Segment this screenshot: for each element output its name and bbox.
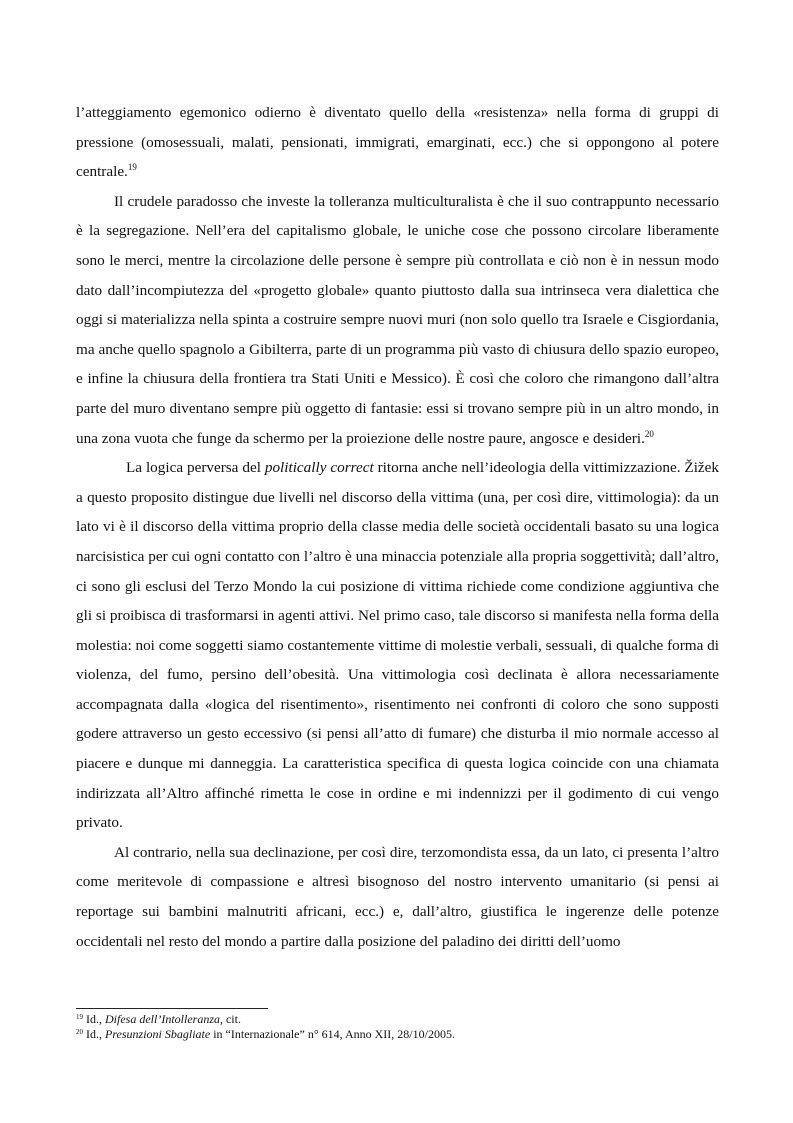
paragraph-3-italic-term: politically correct [264, 459, 374, 477]
footnote-ref-19: 19 [127, 162, 137, 173]
paragraph-2-text: Il crudele paradosso che investe la tolleranza multiculturalista è che il suo contrappunto necessario è la segregazione. Nell’era del capitalismo globale, le uniche cose che possono circolare liberamente sono le merci, mentre la circolazione delle persone è sempre più controllata e ciò non è in nessun modo dato dall’incompiutezza del «progetto globale» quanto piuttosto dalla sua intrinseca vera dialettica che oggi si materializza nella spinta a costruire sempre nuovi muri (non solo quello tra Israele e Cisgiordania, ma anche quello spagnolo a Gibilterra, parte di un programma più vasto di chiusura dello spazio europeo, e infine la chiusura della frontiera tra Stati Uniti e Messico). È così che coloro che rimangono dall’altra parte del muro diventano sempre più oggetto di fantasie: essi si trovano sempre più in un altro mondo, in una zona vuota che funge da schermo per la proiezione delle nostre paure, angosce e desideri. [76, 192, 719, 447]
paragraph-4 [76, 838, 719, 956]
footnote-number: 19 [76, 1013, 83, 1021]
body-text [76, 98, 719, 956]
footnote-separator [76, 1008, 268, 1009]
paragraph-3-text-start: La logica perversa del [126, 459, 265, 477]
footnote-title: Difesa dell’Intolleranza [105, 1012, 220, 1026]
paragraph-1-text: l’atteggiamento egemonico odierno è diventato quello della «resistenza» nella forma di gruppi di pressione (omosessuali, malati, pensionati, immigrati, emarginati, ecc.) che si oppongono al potere centrale. [76, 104, 719, 181]
paragraph-3 [76, 453, 719, 838]
footnote-20 [76, 1027, 719, 1042]
footnote-ref-20: 20 [644, 428, 654, 439]
footnotes [76, 1012, 719, 1042]
footnote-number: 20 [76, 1028, 83, 1036]
footnote-title: Presunzioni Sbagliate [105, 1027, 211, 1041]
footnote-text: Id., [86, 1012, 105, 1026]
paragraph-3-text-rest: ritorna anche nell’ideologia della vittimizzazione. Žižek a questo proposito distingue due livelli nel discorso della vittima (una, per così dire, vittimologia): da un lato vi è il discorso della vittima proprio della classe media delle società occidentali basato su una logica narcisistica per cui ogni contatto con l’altro è una minaccia potenziale alla propria soggettività; dall’altro, ci sono gli esclusi del Terzo Mondo la cui posizione di vittima richiede come condizione aggiuntiva che gli si proibisca di trasformarsi in agenti attivi. Nel primo caso, tale discorso si manifesta nella forma della molestia: noi come soggetti siamo costantemente vittime di molestie verbali, sessuali, di qualche forma di violenza, del fumo, persino dell’obesità. Una vittimologia così declinata è allora necessariamente accompagnata dalla «logica del risentimento», risentimento nei confronti di coloro che sono supposti godere attraverso un gesto eccessivo (si pensi all’atto di fumare) che disturba il mio normale accesso al piacere e dunque mi danneggia. La caratteristica specifica di questa logica coincide con una chiamata indirizzata all’Altro affinché rimetta le cose in ordine e mi indennizzi per il godimento di cui vengo privato. [76, 459, 720, 832]
paragraph-2 [76, 187, 719, 453]
footnote-text: in “Internazionale” n° 614, Anno XII, 28/10/2005. [210, 1027, 455, 1041]
paragraph-4-text: Al contrario, nella sua declinazione, per così dire, terzomondista essa, da un lato, ci presenta l’altro come meritevole di compassione e altresì bisognoso del nostro intervento umanitario (si pensi ai reportage sui bambini malnutriti africani, ecc.) e, dall’altro, giustifica le ingerenze delle potenze occidentali nel resto del mondo a partire dalla posizione del paladino dei diritti dell’uomo [76, 843, 719, 950]
footnote-19 [76, 1012, 719, 1027]
footnote-text: , cit. [219, 1012, 241, 1026]
paragraph-1 [76, 98, 719, 187]
footnote-text: Id., [86, 1027, 105, 1041]
